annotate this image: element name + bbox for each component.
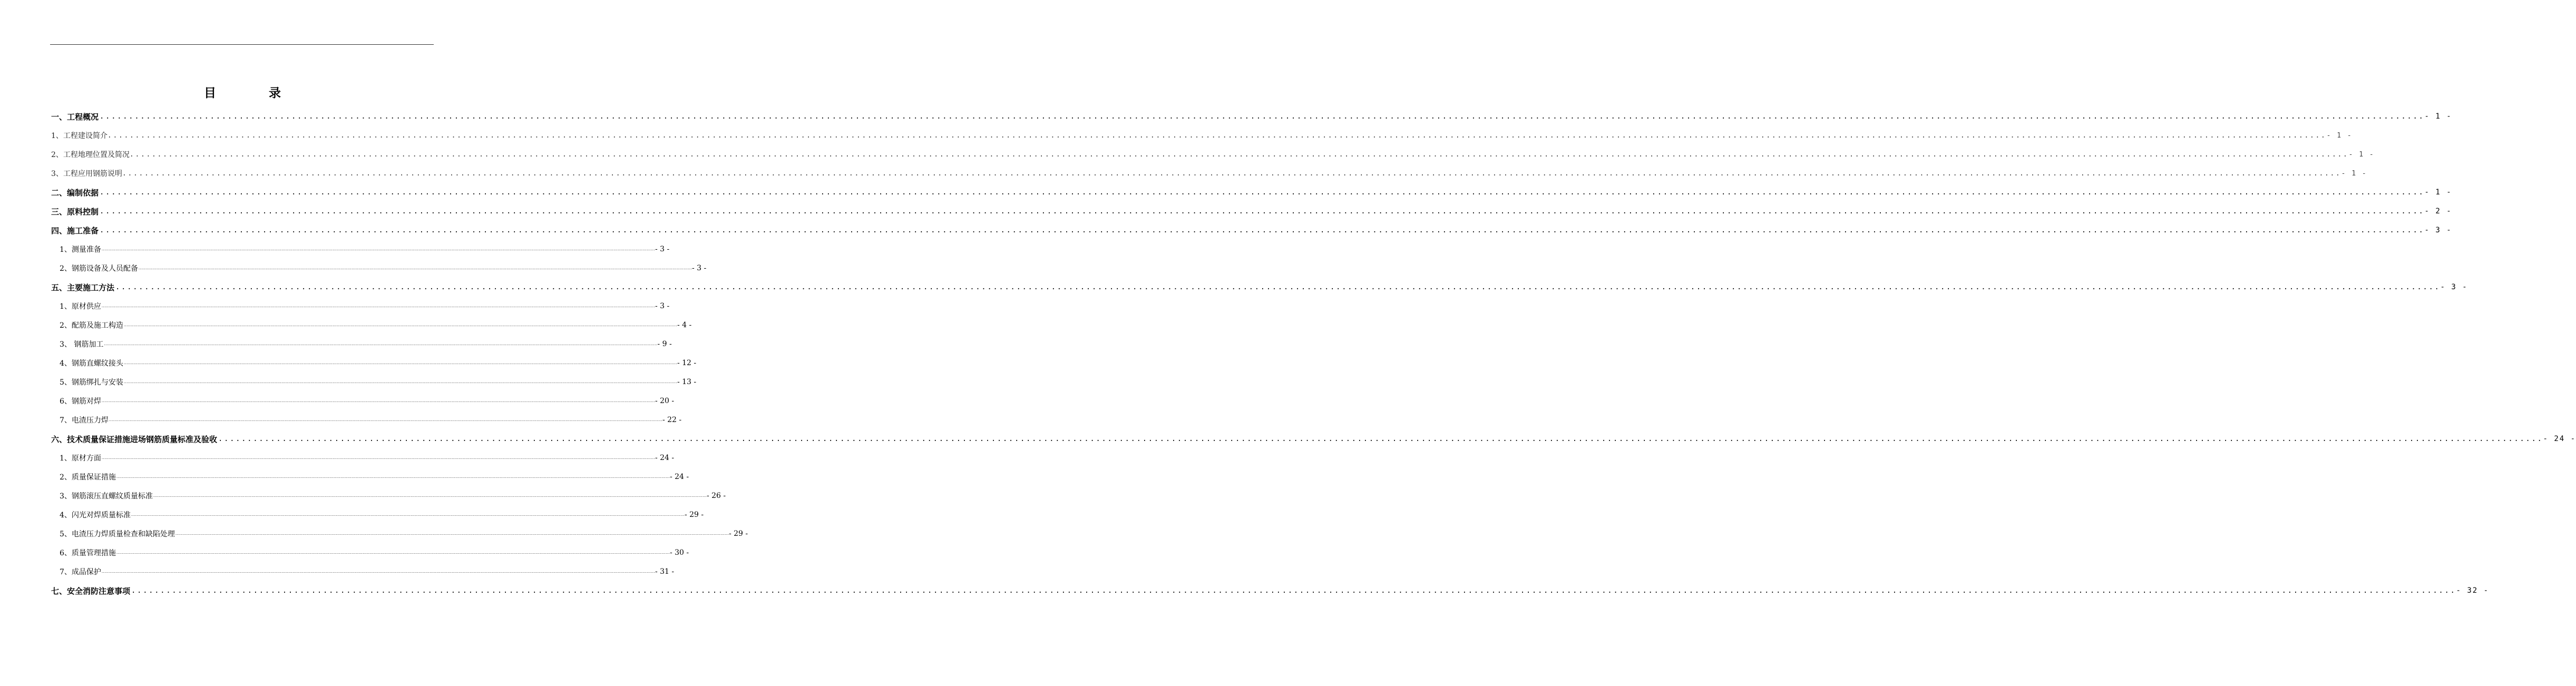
toc-entry-label: 7、电渣压力焊	[60, 416, 109, 425]
toc-entry[interactable]	[60, 297, 670, 316]
toc-entry-label: 3、钢筋滚压直螺纹质量标准	[60, 492, 153, 501]
toc-entry-page: - 24 -	[2543, 435, 2576, 443]
toc-entry-page: - 3 -	[655, 302, 670, 310]
toc-dot-leader: ................................................................................................................................................................................................................................................................................................................................................................................................................	[131, 586, 2456, 595]
toc-dot-leader: ................................................................................................................................................................................................................................................................................................................................................................................................................	[100, 207, 2425, 215]
toc-entry-label: 2、工程地理位置及简况	[51, 151, 130, 159]
toc-dot-leader: ................................................................................................................................................................................................................................................................................................................................................................................................................	[123, 380, 677, 384]
toc-entry[interactable]	[60, 259, 707, 278]
toc-dot-leader: ................................................................................................................................................................................................................................................................................................................................................................................................................	[107, 131, 2327, 140]
toc-dot-leader: ................................................................................................................................................................................................................................................................................................................................................................................................................	[116, 551, 670, 555]
toc-dot-leader: ................................................................................................................................................................................................................................................................................................................................................................................................................	[218, 435, 2543, 443]
toc-dot-leader: ................................................................................................................................................................................................................................................................................................................................................................................................................	[116, 475, 670, 479]
toc-entry[interactable]	[60, 467, 689, 486]
toc-entry-page: - 26 -	[706, 492, 726, 500]
toc-entry[interactable]	[51, 126, 2353, 145]
toc-entry-label: 2、钢筋设备及人员配备	[60, 264, 138, 273]
toc-entry[interactable]	[60, 240, 670, 259]
toc-dot-leader: ................................................................................................................................................................................................................................................................................................................................................................................................................	[122, 169, 2341, 178]
toc-dot-leader: ................................................................................................................................................................................................................................................................................................................................................................................................................	[101, 399, 655, 403]
toc-entry-label: 6、质量管理措施	[60, 549, 116, 557]
toc-entry-label: 3、工程应用钢筋说明	[51, 170, 122, 178]
toc-entry-label: 七、安全消防注意事项	[51, 586, 131, 596]
toc-entry[interactable]	[60, 391, 675, 410]
toc-entry[interactable]	[51, 164, 2367, 183]
toc-entry[interactable]	[60, 543, 689, 562]
toc-dot-leader: ................................................................................................................................................................................................................................................................................................................................................................................................................	[131, 513, 685, 517]
toc-dot-leader: ................................................................................................................................................................................................................................................................................................................................................................................................................	[101, 570, 655, 574]
toc-entry-page: - 24 -	[655, 454, 675, 462]
header-rule	[50, 44, 434, 45]
toc-dot-leader: ................................................................................................................................................................................................................................................................................................................................................................................................................	[123, 323, 677, 327]
toc-entry-page: - 29 -	[728, 530, 748, 538]
toc-entry[interactable]	[51, 221, 2452, 240]
toc-entry[interactable]	[60, 373, 697, 391]
toc-entry-page: - 29 -	[684, 511, 704, 519]
toc-entry-label: 5、电渣压力焊质量检查和缺陷处理	[60, 530, 175, 538]
toc-entry[interactable]	[51, 202, 2452, 221]
toc-entry[interactable]	[60, 335, 672, 354]
toc-entry[interactable]	[51, 107, 2452, 126]
toc-dot-leader: ................................................................................................................................................................................................................................................................................................................................................................................................................	[101, 247, 655, 251]
toc-dot-leader: ................................................................................................................................................................................................................................................................................................................................................................................................................	[101, 456, 655, 460]
toc-entry-page: - 9 -	[657, 340, 672, 348]
toc-entry-label: 4、闪光对焊质量标准	[60, 511, 131, 520]
toc-entry-label: 1、原材供应	[60, 302, 101, 311]
toc-dot-leader: ................................................................................................................................................................................................................................................................................................................................................................................................................	[100, 226, 2425, 234]
toc-entry-page: - 30 -	[669, 548, 689, 557]
toc-entry-page: - 24 -	[669, 473, 689, 481]
toc-entry-page: - 31 -	[655, 567, 675, 576]
toc-entry[interactable]	[51, 581, 2490, 600]
toc-entry-label: 一、工程概况	[51, 112, 99, 122]
toc-entry[interactable]	[51, 429, 2576, 448]
toc-dot-leader: ................................................................................................................................................................................................................................................................................................................................................................................................................	[115, 283, 2441, 291]
toc-entry[interactable]	[60, 524, 748, 543]
toc-entry-label: 5、钢筋绑扎与安装	[60, 378, 123, 387]
toc-entry-label: 1、测量准备	[60, 246, 101, 254]
toc-entry-label: 7、成品保护	[60, 568, 101, 576]
toc-dot-leader: ................................................................................................................................................................................................................................................................................................................................................................................................................	[101, 304, 655, 308]
toc-dot-leader: ................................................................................................................................................................................................................................................................................................................................................................................................................	[138, 266, 692, 270]
toc-entry-page: - 20 -	[655, 397, 675, 405]
toc-entry-label: 六、技术质量保证措施进场钢筋质量标准及验收	[51, 434, 218, 444]
toc-entry[interactable]	[60, 448, 675, 467]
toc-entry-page: - 4 -	[677, 321, 692, 329]
toc-entry[interactable]	[60, 410, 682, 429]
toc-entry[interactable]	[51, 278, 2468, 297]
toc-dot-leader: ................................................................................................................................................................................................................................................................................................................................................................................................................	[123, 361, 677, 365]
toc-dot-leader: ................................................................................................................................................................................................................................................................................................................................................................................................................	[153, 494, 707, 498]
toc-dot-leader: ................................................................................................................................................................................................................................................................................................................................................................................................................	[100, 112, 2425, 121]
toc-entry-page: - 1 -	[2341, 169, 2367, 178]
toc-entry-label: 6、钢筋对焊	[60, 397, 101, 406]
toc-entry-page: - 3 -	[655, 245, 670, 253]
toc-entry-label: 3、 钢筋加工	[60, 340, 104, 349]
toc-entry-label: 2、质量保证措施	[60, 473, 116, 482]
toc-entry-page: - 1 -	[2326, 131, 2353, 140]
toc-entry-page: - 3 -	[691, 264, 707, 272]
toc-entry-page: - 13 -	[677, 378, 697, 386]
toc-title: 目 录	[203, 86, 305, 100]
toc-dot-leader: ................................................................................................................................................................................................................................................................................................................................................................................................................	[100, 188, 2425, 197]
toc-entry-page: - 32 -	[2456, 586, 2490, 595]
toc-dot-leader: ................................................................................................................................................................................................................................................................................................................................................................................................................	[109, 418, 662, 422]
toc-entry-page: - 1 -	[2424, 188, 2452, 197]
toc-entry-page: - 2 -	[2424, 207, 2452, 215]
toc-dot-leader: ................................................................................................................................................................................................................................................................................................................................................................................................................	[175, 532, 729, 536]
toc-entry-label: 五、主要施工方法	[51, 282, 115, 292]
toc-dot-leader: ................................................................................................................................................................................................................................................................................................................................................................................................................	[129, 150, 2349, 159]
toc-entry-label: 四、施工准备	[51, 226, 99, 236]
toc-entry-label: 1、工程建设简介	[51, 132, 108, 140]
toc-entry-page: - 22 -	[662, 416, 682, 424]
toc-entry[interactable]	[60, 316, 692, 335]
toc-entry-label: 4、钢筋直螺纹接头	[60, 359, 123, 368]
toc-entry-page: - 1 -	[2348, 150, 2375, 159]
toc-entry-page: - 1 -	[2424, 112, 2452, 121]
toc-dot-leader: ................................................................................................................................................................................................................................................................................................................................................................................................................	[104, 342, 658, 346]
toc-entry[interactable]	[60, 354, 697, 373]
toc-entry-label: 1、原材方面	[60, 454, 101, 463]
toc-entry[interactable]	[60, 486, 726, 505]
toc-entry[interactable]	[60, 505, 704, 524]
toc-entry-page: - 3 -	[2440, 283, 2468, 291]
toc-entry[interactable]	[51, 183, 2452, 202]
toc-entry-label: 2、配筋及施工构造	[60, 321, 123, 330]
toc-entry-page: - 12 -	[677, 359, 697, 367]
toc-entry[interactable]	[51, 145, 2375, 164]
toc-entry-label: 二、编制依据	[51, 188, 99, 198]
toc-entry-page: - 3 -	[2424, 226, 2452, 234]
toc-entry-label: 三、原料控制	[51, 207, 99, 217]
toc-entry[interactable]	[60, 562, 675, 581]
